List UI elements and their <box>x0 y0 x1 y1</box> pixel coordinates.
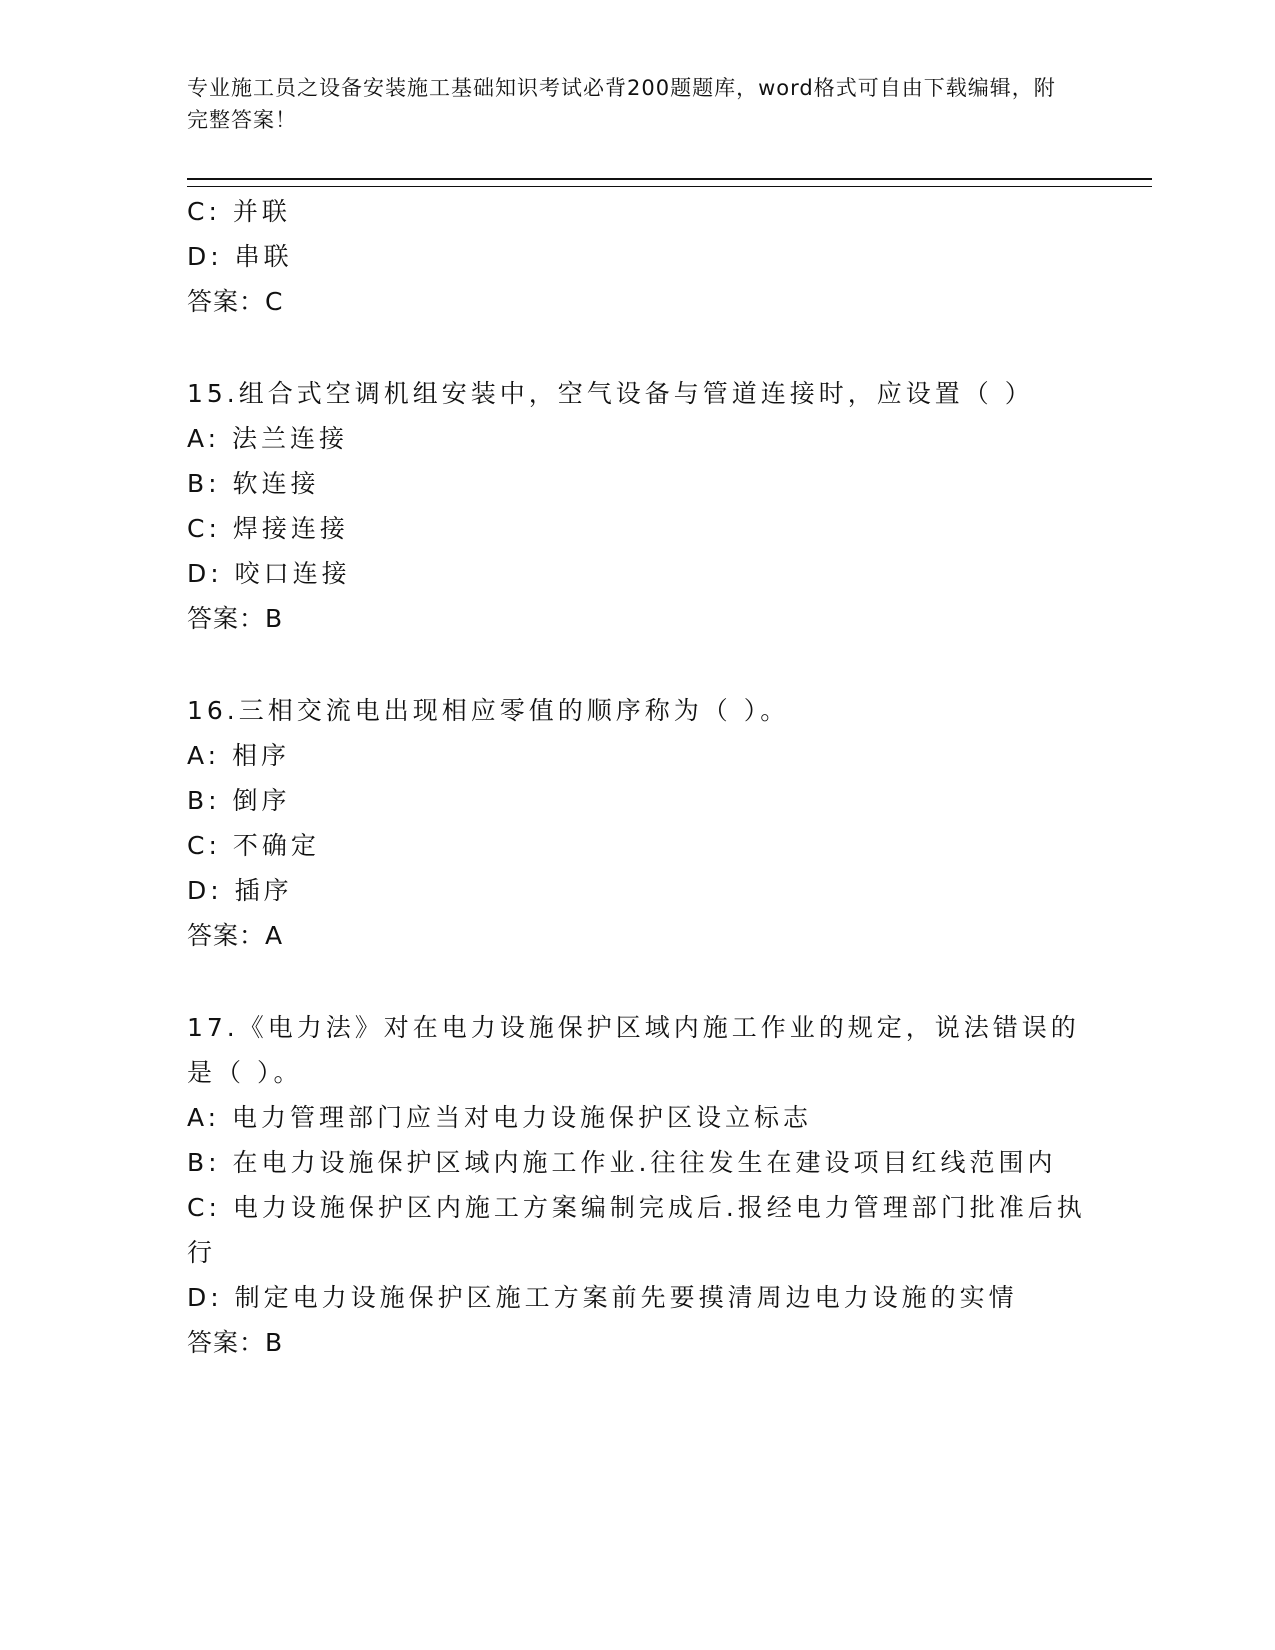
answer-value: B <box>265 1328 284 1357</box>
answer-line: 答案：C <box>187 287 284 316</box>
option-a: A: 法兰连接 <box>187 424 349 453</box>
option-d: D: 制定电力设施保护区施工方案前先要摸清周边电力设施的实情 <box>187 1283 1018 1312</box>
option-c: C: 焊接连接 <box>187 514 349 543</box>
question-block-14 <box>187 189 1087 324</box>
option-d: D: 咬口连接 <box>187 559 351 588</box>
answer-line: 答案：B <box>187 604 284 633</box>
answer-line: 答案：B <box>187 1328 284 1357</box>
option-a: A: 相序 <box>187 741 291 770</box>
question-block-16 <box>187 688 1087 958</box>
option-a: A: 电力管理部门应当对电力设施保护区设立标志 <box>187 1103 813 1132</box>
answer-value: A <box>265 921 284 950</box>
question-stem: 16.三相交流电出现相应零值的顺序称为（ ）。 <box>187 696 790 725</box>
answer-value: C <box>265 287 284 316</box>
page-header-title: 专业施工员之设备安装施工基础知识考试必背200题题库，word格式可自由下载编辑，附完整答案！ <box>187 76 1056 132</box>
option-b: B: 软连接 <box>187 469 320 498</box>
option-c: C: 电力设施保护区内施工方案编制完成后.报经电力管理部门批准后执行 <box>187 1193 1086 1267</box>
header-divider <box>187 178 1152 187</box>
question-block-17 <box>187 1005 1087 1365</box>
option-c: C: 并联 <box>187 197 291 226</box>
answer-value: B <box>265 604 284 633</box>
question-stem: 17.《电力法》对在电力设施保护区域内施工作业的规定，说法错误的是（ ）。 <box>187 1013 1080 1087</box>
option-d: D: 串联 <box>187 242 293 271</box>
question-block-15 <box>187 371 1087 641</box>
answer-line: 答案：A <box>187 921 284 950</box>
option-b: B: 倒序 <box>187 786 291 815</box>
question-list <box>187 189 1087 1365</box>
question-stem: 15.组合式空调机组安装中，空气设备与管道连接时，应设置（ ） <box>187 379 1034 408</box>
option-c: C: 不确定 <box>187 831 320 860</box>
option-d: D: 插序 <box>187 876 293 905</box>
option-b: B: 在电力设施保护区域内施工作业.往往发生在建设项目红线范围内 <box>187 1148 1057 1177</box>
